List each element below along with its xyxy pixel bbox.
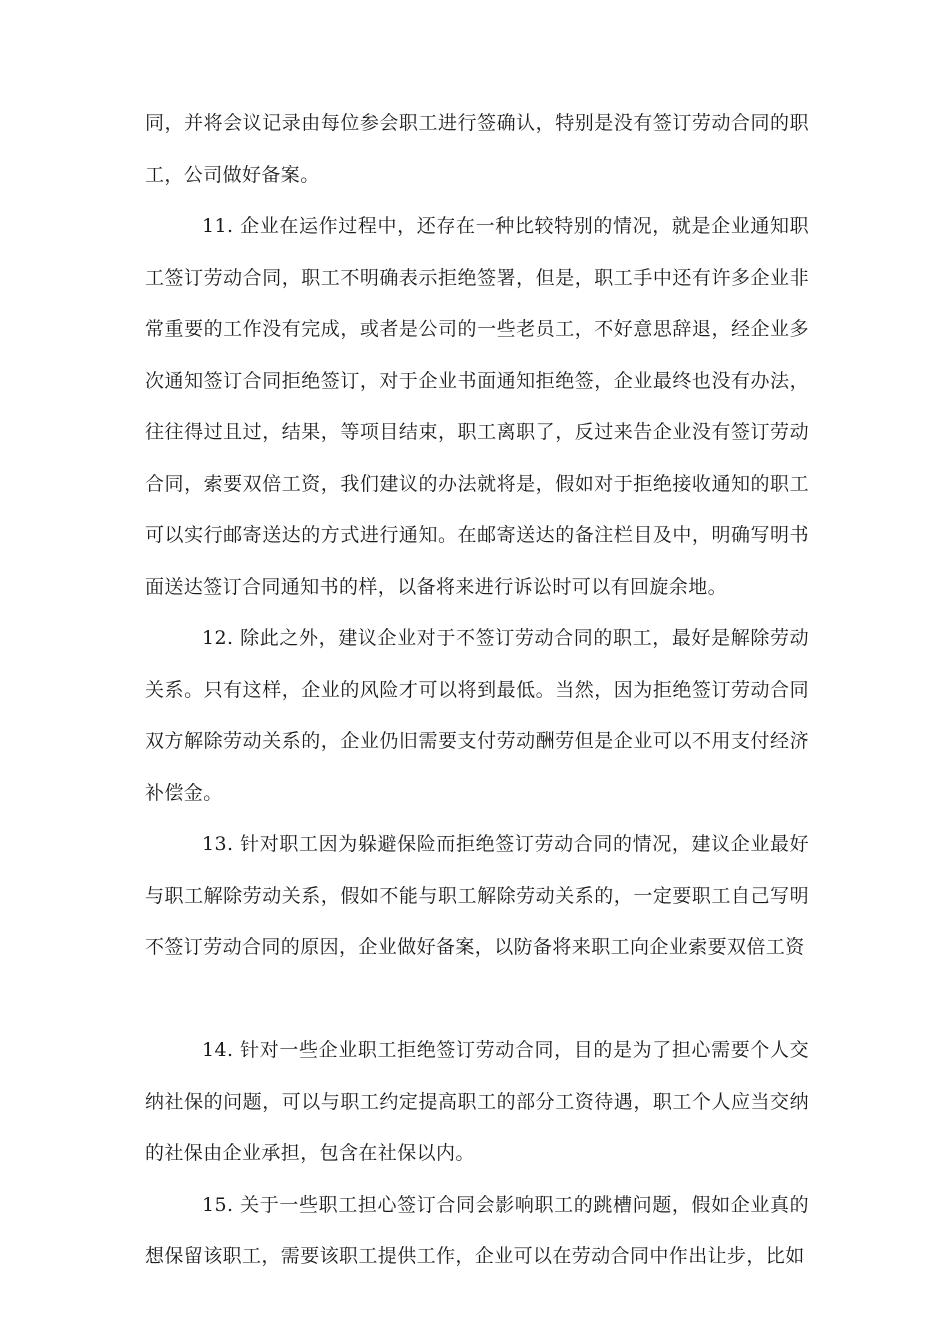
paragraph-item-11: 11. 企业在运作过程中，还存在一种比较特别的情况，就是企业通知职工签订劳动合同，职工不明确表示拒绝签署，但是，职工手中还有许多企业非常重要的工作没有完成，或者是公司的一些老员工，不好意思辞退，经企业多次通知签订合同拒绝签订，对于企业书面通知拒绝签，企业最终也没有办法，往往得过且过，结果，等项目结束，职工离职了，反过来告企业没有签订劳动合同，索要双倍工资，我们建议的办法就将是，假如对于拒绝接收通知的职工可以实行邮寄送达的方式进行通知。在邮寄送达的备注栏目及中，明确写明书面送达签订合同通知书的样，以备将来进行诉讼时可以有回旋余地。	[145, 215, 809, 598]
paragraph-item-13: 13. 针对职工因为躲避保险而拒绝签订劳动合同的情况，建议企业最好与职工解除劳动关系，假如不能与职工解除劳动关系的，一定要职工自己写明不签订劳动合同的原因，企业做好备案，以防备将来职工向企业索要双倍工资	[145, 833, 809, 958]
paragraph-item-12: 12. 除此之外，建议企业对于不签订劳动合同的职工，最好是解除劳动关系。只有这样，企业的风险才可以将到最低。当然，因为拒绝签订劳动合同双方解除劳动关系的，企业仍旧需要支付劳动酬劳但是企业可以不用支付经济补偿金。	[145, 627, 809, 804]
paragraph-item-14: 14. 针对一些企业职工拒绝签订劳动合同，目的是为了担心需要个人交纳社保的问题，可以与职工约定提高职工的部分工资待遇，职工个人应当交纳的社保由企业承担，包含在社保以内。	[145, 1039, 809, 1164]
paragraph-continuation: 同，并将会议记录由每位参会职工进行签确认，特别是没有签订劳动合同的职工，公司做好备案。	[145, 112, 809, 186]
paragraph-item-15: 15. 关于一些职工担心签订合同会影响职工的跳槽问题，假如企业真的想保留该职工，需要该职工提供工作，企业可以在劳动合同中作出让步，比如	[145, 1193, 809, 1267]
blank-line	[145, 974, 809, 1026]
document-body	[145, 98, 809, 1283]
